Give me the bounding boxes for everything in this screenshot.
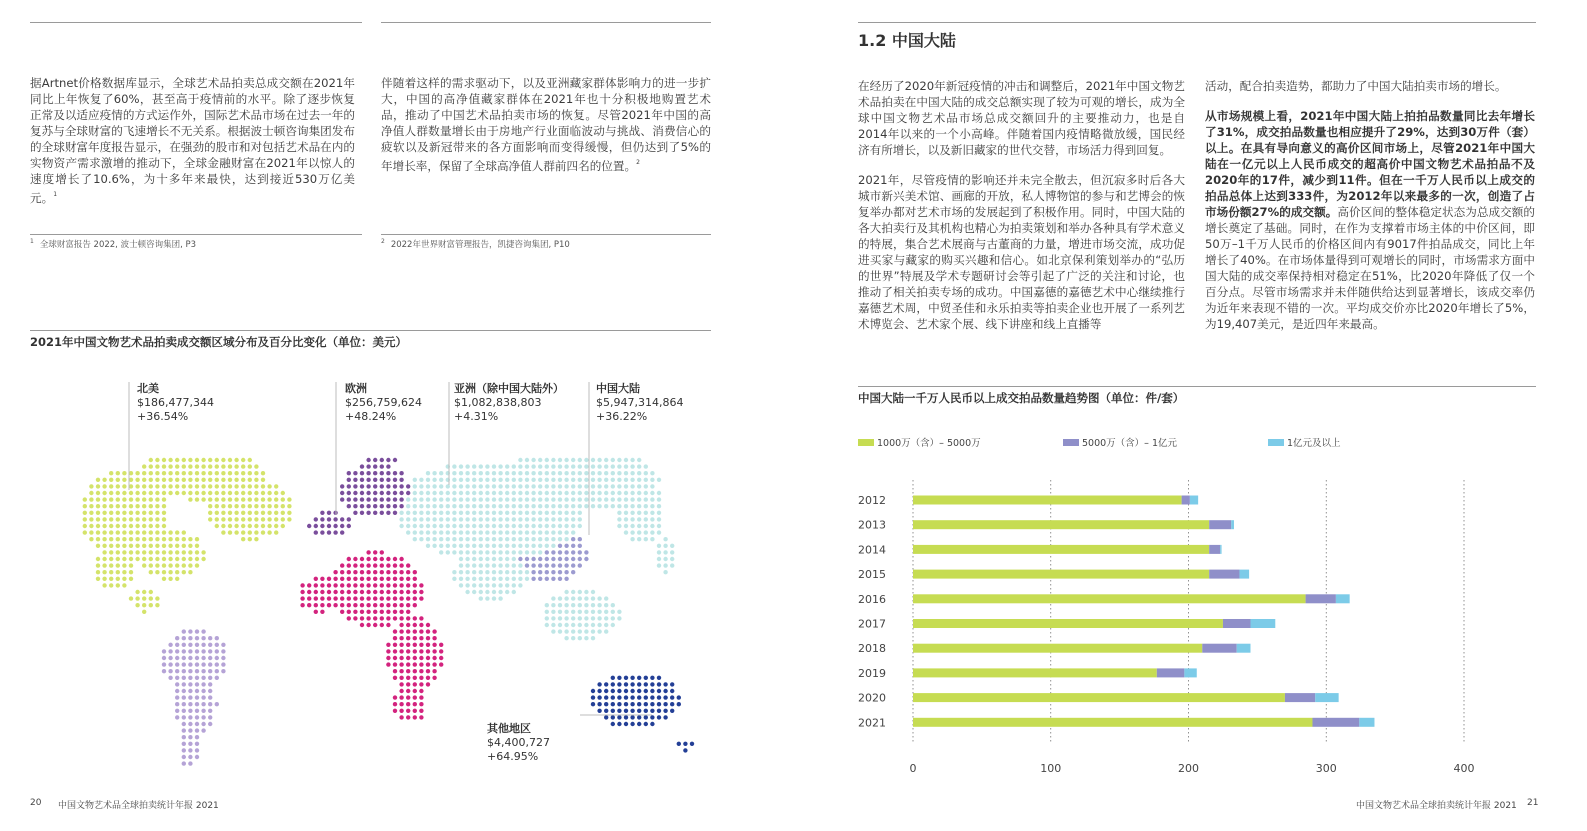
y-category-label: 2020	[858, 691, 886, 705]
legend-swatch-2	[1268, 439, 1284, 446]
bar-2012-series-2	[1190, 496, 1198, 505]
region-label-europe: 欧洲 $256,759,624 +48.24%	[345, 382, 422, 423]
map-title-rule	[30, 330, 711, 331]
x-tick-label: 200	[1178, 762, 1199, 775]
x-tick-label: 400	[1453, 762, 1475, 775]
right-column-b-p1: 活动，配合拍卖造势，都助力了中国大陆拍卖市场的增长。	[1205, 79, 1507, 93]
y-category-label: 2021	[858, 716, 886, 730]
bar-2018-series-2	[1237, 644, 1251, 653]
bar-2019-series-1	[1157, 668, 1185, 677]
top-rule-left-1	[30, 22, 362, 23]
y-category-label: 2014	[858, 543, 886, 557]
legend-label-1: 5000万（含）– 1亿元	[1082, 438, 1177, 449]
right-column-a-p2: 2021年，尽管疫情的影响还并未完全散去，但沉寂多时后各大城市新兴美术馆、画廊的开放，私人博物馆的参与和艺博会的恢复举办都对艺术市场的发展起到了积极作用。同时，中国大陆的各大拍卖行及其机构也精心为拍卖策划和举办各种具有学术意义的特展，集合艺术展商与古董商的力量，增进市场交流，成功促进买家与藏家的购买兴趣和信心。如北京保利策划举办的“弘历的世界”特展及学术专题研讨会等引起了广泛的关注和讨论，也推动了相关拍卖专场的成功。中国嘉德的嘉德艺术中心继续推行嘉德艺术周，中贸圣佳和永乐拍卖等拍卖企业也开展了一系列艺术博览会、艺术家个展、线下讲座和线上直播等	[858, 173, 1185, 331]
x-tick-label: 100	[1040, 762, 1062, 775]
bar-2015-series-1	[1209, 570, 1239, 579]
bar-2020-series-1	[1285, 693, 1315, 702]
legend-label-0: 1000万（含）– 5000万	[877, 438, 981, 449]
left-page-number: 20	[30, 798, 42, 808]
bar-2017-series-2	[1250, 619, 1275, 628]
bar-2021-series-0	[913, 718, 1312, 727]
left-column-2-text: 伴随着这样的需求驱动下，以及亚洲藏家群体影响力的进一步扩大，中国的高净值藏家群体在2021年也十分积极地购置艺术品，推动了中国艺术品拍卖市场的恢复。尽管2021年中国的高净值人群数量增长由于房地产行业面临波动与挑战、消费信心的疲软以及新冠带来的各方面影响而变得缓慢，但仍达到了5%的年增长率，保留了全球高净值人群前四名的位置。$^2$	[381, 76, 711, 173]
bar-2016-series-1	[1306, 594, 1336, 603]
chart-title: 中国大陆一千万人民币以上成交拍品数量趋势图（单位：件/套）	[858, 391, 1185, 405]
region-label-other: 其他地区 $4,400,727 +64.95%	[487, 722, 550, 763]
bar-2021-series-1	[1312, 718, 1359, 727]
top-rule-left-2	[381, 22, 711, 23]
bar-2014-series-0	[913, 545, 1209, 554]
bar-2015-series-2	[1239, 570, 1249, 579]
chart-legend	[858, 437, 1341, 449]
y-category-label: 2017	[858, 617, 886, 631]
bar-2018-series-1	[1202, 644, 1236, 653]
region-label-asia: 亚洲（除中国大陆外） $1,082,838,803 +4.31%	[454, 382, 564, 423]
y-category-label: 2015	[858, 568, 886, 582]
right-column-a-p1: 在经历了2020年新冠疫情的冲击和调整后，2021年中国文物艺术品拍卖在中国大陆的成交总额实现了较为可观的增长，成为全球中国文物艺术品市场总成交额回升的主要推动力，也是自2014年以来的一个小高峰。伴随着国内疫情略微放缓，国民经济有所增长，以及新旧藏家的世代交替，市场活力得到回复。	[858, 79, 1185, 157]
bar-2016-series-0	[913, 594, 1306, 603]
footnote-2: $^2$ 2022年世界财富管理报告，凯捷咨询集团, P10	[381, 238, 570, 250]
x-tick-label: 0	[909, 762, 917, 775]
top-rule-right	[858, 22, 1536, 23]
bar-2014-series-2	[1220, 545, 1221, 554]
right-page-number: 21	[1527, 798, 1539, 808]
bar-2021-series-2	[1359, 718, 1374, 727]
bar-2017-series-0	[913, 619, 1223, 628]
y-category-label: 2016	[858, 592, 886, 606]
region-label-north-america: 北美 $186,477,344 +36.54%	[137, 382, 214, 423]
x-tick-label: 300	[1315, 762, 1337, 775]
bar-2017-series-1	[1223, 619, 1251, 628]
footnote-rule-2	[381, 234, 711, 235]
y-category-label: 2019	[858, 666, 886, 680]
legend-swatch-1	[1063, 439, 1079, 446]
bar-2013-series-1	[1209, 520, 1231, 529]
footnote-rule-1	[30, 234, 362, 235]
bar-2015-series-0	[913, 570, 1209, 579]
y-category-label: 2013	[858, 518, 886, 532]
bar-2014-series-1	[1209, 545, 1220, 554]
bar-2012-series-0	[913, 496, 1182, 505]
bar-2019-series-2	[1184, 668, 1196, 677]
bar-2019-series-0	[913, 668, 1157, 677]
bar-2018-series-0	[913, 644, 1202, 653]
y-category-label: 2012	[858, 494, 886, 507]
bar-2012-series-1	[1182, 496, 1190, 505]
footnote-1: $^1$ 全球财富报告 2022, 波士顿咨询集团, P3	[30, 238, 197, 250]
right-page-title: 中国文物艺术品全球拍卖统计年报 2021	[1356, 801, 1517, 811]
bar-2016-series-2	[1336, 594, 1350, 603]
bar-2020-series-0	[913, 693, 1285, 702]
legend-swatch-0	[858, 439, 874, 446]
y-category-label: 2018	[858, 642, 886, 656]
section-title: 1.2 中国大陆	[858, 31, 956, 50]
bar-2020-series-2	[1315, 693, 1338, 702]
bar-2013-series-0	[913, 520, 1209, 529]
chart-title-rule	[858, 386, 1536, 387]
left-page-title: 中国文物艺术品全球拍卖统计年报 2021	[58, 801, 219, 811]
region-label-china: 中国大陆 $5,947,314,864 +36.22%	[596, 382, 684, 423]
bar-2013-series-2	[1231, 520, 1234, 529]
right-column-b-p2: 从市场规模上看，2021年中国大陆上拍拍品数量同比去年增长了31%，成交拍品数量也相应提升了29%，达到30万件（套）以上。在具有导向意义的高价区间市场上，尽管2021年中国大陆在一亿元以上人民币成交的超高价中国文物艺术品拍品不及2020年的17件，减少到11件。但在一千万人民币以上成交的拍品总体上达到333件，为2012年以来最多的一次，创造了占市场份额27%的成交额。高价区间的整体稳定状态为总成交额的增长奠定了基础。同时，在作为支撑着市场主体的中价区间，即50万–1千万人民币的价格区间内有9017件拍品成交，同比上年增长了40%。在市场体量得到可观增长的同时，市场需求方面中国大陆的成交率保持相对稳定在51%，比2020年降低了仅一个百分点。尽管市场需求并未伴随供给达到显著增长，该成交率仍为近年来表现不错的一次。平均成交价亦比2020年增长了5%，为19,407美元，是近四年来最高。	[1205, 109, 1535, 331]
bar-chart	[850, 430, 1530, 790]
legend-label-2: 1亿元及以上	[1287, 438, 1341, 449]
left-column-1-text: 据Artnet价格数据库显示，全球艺术品拍卖总成交额在2021年同比上年恢复了60%，甚至高于疫情前的水平。除了逐步恢复正常及以适应疫情的方式运作外，国际艺术品市场在过去一年的复苏与全球财富的飞速增长不无关系。根据波士顿咨询集团发布的全球财富年度报告显示，在强劲的股市和对包括艺术品在内的实物资产需求激增的推动下，全球金融财富在2021年以惊人的速度增长了10.6%，为十多年来最快，达到接近530万亿美元。$^1$	[30, 76, 355, 205]
map-title: 2021年中国文物艺术品拍卖成交额区域分布及百分比变化（单位：美元）	[30, 335, 408, 349]
